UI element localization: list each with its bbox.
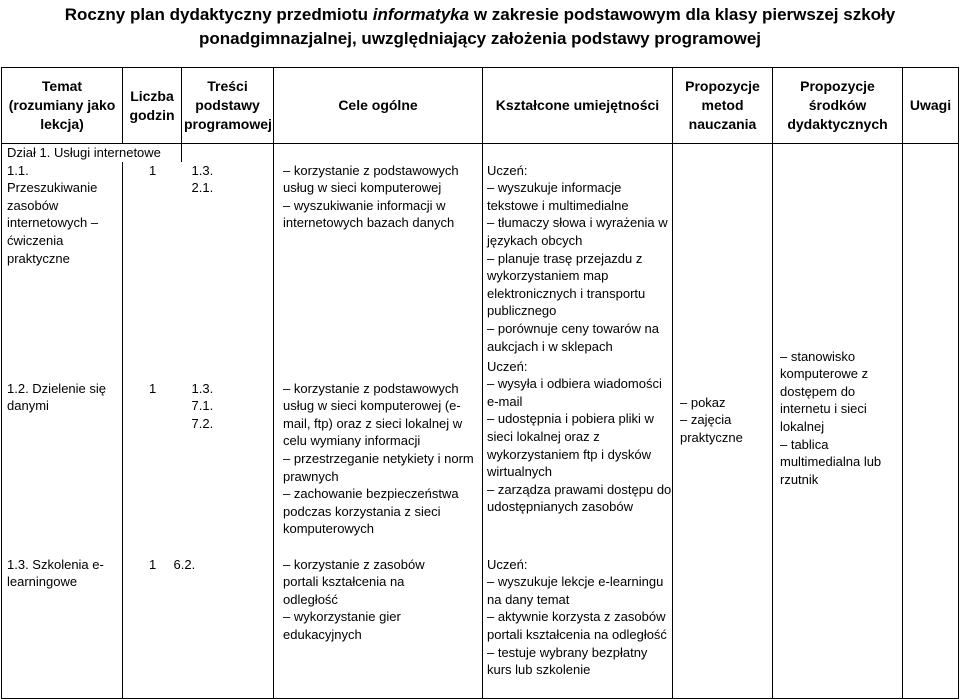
skills-label: Uczeń: [487, 162, 528, 178]
title-text: w zakresie podstawowym dla klasy pierwszej szkoły [469, 5, 896, 24]
method-item: – pokaz [680, 394, 726, 410]
title-line-2: ponadgimnazjalnej, uwzględniający założenia podstawy programowej [198, 29, 762, 48]
hours-column [123, 162, 182, 699]
lesson-goals [283, 556, 453, 644]
lesson-curriculum: 1.3. 7.1. 7.2. [191, 380, 214, 431]
header-topic: Temat (rozumiany jako lekcja) [2, 68, 123, 144]
method-item: – zajęcia praktyczne [680, 412, 743, 445]
resources-column [773, 162, 903, 699]
skill-item: – tłumaczy słowa i wyrażenia w językach obcych [487, 215, 668, 248]
lesson-skills [487, 556, 673, 679]
goal-item: – wykorzystanie gier edukacyjnych [283, 609, 401, 642]
lesson-goals [283, 162, 483, 232]
skill-item: – udostępnia i pobiera pliki w sieci lokalnej oraz z wykorzystaniem ftp i dysków wirtualnych [487, 411, 654, 480]
lesson-topic: 1.1. Przeszukiwanie zasobów internetowych – ćwiczenia praktyczne [7, 162, 99, 266]
lesson-topic: 1.2. Dzielenie się danymi [7, 380, 106, 414]
lesson-hours: 1 [149, 380, 157, 396]
lesson-hours: 1 [149, 556, 157, 572]
curriculum-column [173, 162, 274, 699]
header-skills: Kształcone umiejętności [483, 68, 673, 144]
header-curriculum: Treści podstawy programowej [182, 68, 274, 144]
goal-item: – wyszukiwanie informacji w internetowych bazach danych [283, 197, 455, 231]
title-line-1 [0, 3, 960, 27]
goal-item: – korzystanie z podstawowych usług w sieci komputerowej [283, 162, 459, 196]
resources-list [780, 348, 900, 489]
lesson-curriculum: 6.2. [173, 556, 196, 572]
topic-column [2, 162, 123, 699]
skill-item: – porównuje ceny towarów na aukcjach i w sklepach [487, 320, 659, 354]
lesson-goals [283, 380, 475, 538]
skills-label: Uczeń: [487, 556, 528, 572]
section-row [2, 144, 959, 162]
goal-item: – zachowanie bezpieczeństwa podczas korzystania z sieci komputerowych [283, 486, 459, 537]
header-goals: Cele ogólne [274, 68, 483, 144]
goal-item: – korzystanie z podstawowych usług w sieci komputerowej (e-mail, ftp) oraz z sieci lokalnej w celu wymiany informacji [283, 380, 463, 449]
resource-item: – tablica multimedialna lub rzutnik [780, 436, 882, 487]
skill-item: – wyszukuje informacje tekstowe i multimedialne [487, 180, 629, 213]
lesson-skills [487, 358, 673, 516]
header-resources: Propozycje środków dydaktycznych [773, 68, 903, 144]
goals-column [274, 162, 483, 699]
title-text: Roczny plan dydaktyczny przedmiotu [64, 5, 373, 24]
skills-column [483, 162, 673, 699]
header-methods: Propozycje metod nauczania [673, 68, 773, 144]
skill-item: – wyszukuje lekcje e-learningu na dany temat [487, 574, 664, 607]
lesson-hours: 1 [149, 162, 157, 178]
lessons-row [2, 162, 959, 699]
goal-item: – przestrzeganie netykiety i norm prawnych [283, 450, 474, 484]
lesson-topic: 1.3. Szkolenia e-learningowe [7, 556, 104, 590]
skill-item: – zarządza prawami dostępu do udostępnianych zasobów [487, 481, 672, 515]
skill-item: – testuje wybrany bezpłatny kurs lub szkolenie [487, 644, 648, 678]
resource-item: – stanowisko komputerowe z dostępem do internetu i sieci lokalnej [780, 348, 869, 434]
notes-column [903, 162, 959, 699]
skill-item: – aktywnie korzysta z zasobów portali kształcenia na odległość [487, 609, 667, 642]
plan-table [1, 67, 959, 699]
goal-item: – korzystanie z zasobów portali kształcenia na odległość [283, 556, 425, 607]
lesson-curriculum: 1.3. 2.1. [191, 162, 214, 196]
header-hours: Liczba godzin [123, 68, 182, 144]
methods-list [680, 394, 760, 447]
header-row [2, 68, 959, 144]
title-subject: informatyka [372, 5, 470, 24]
section-title: Dział 1. Usługi internetowe [2, 144, 182, 162]
skills-label: Uczeń: [487, 358, 528, 374]
skill-item: – wysyła i odbiera wiadomości e-mail [487, 376, 662, 409]
lesson-skills [487, 162, 673, 356]
skill-item: – planuje trasę przejazdu z wykorzystaniem map elektronicznych i transportu publicznego [487, 250, 646, 319]
methods-column [673, 162, 773, 699]
header-notes: Uwagi [903, 68, 959, 144]
